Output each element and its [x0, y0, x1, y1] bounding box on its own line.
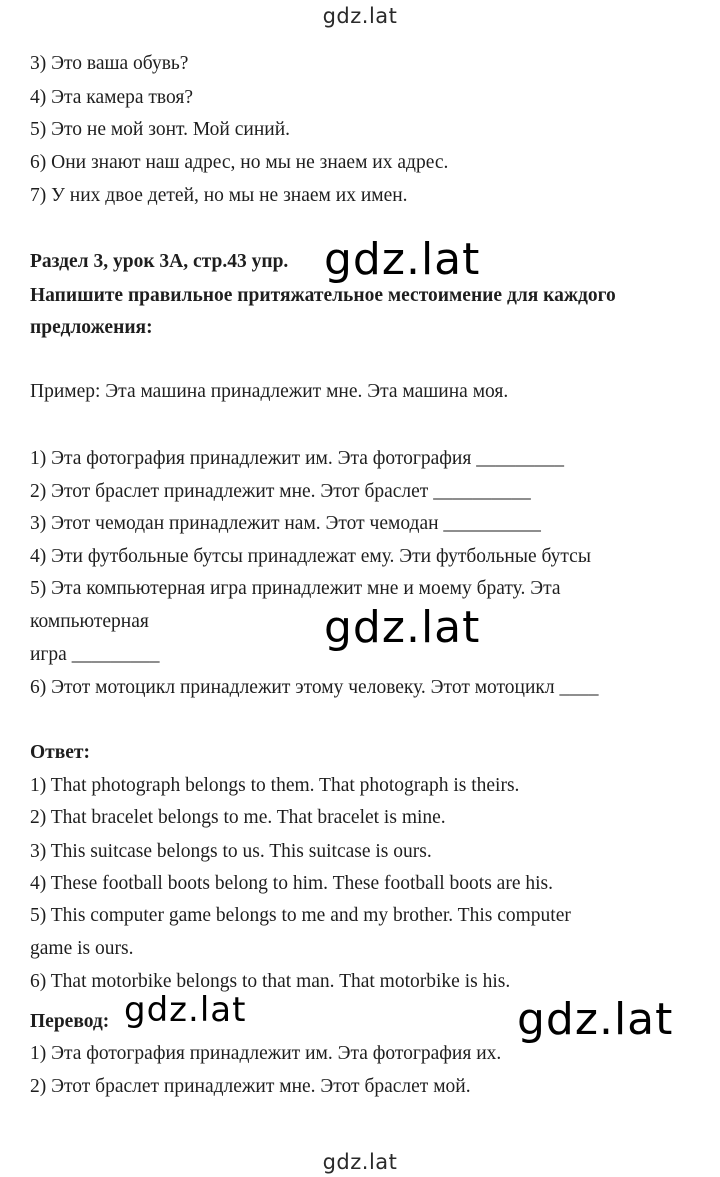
exercise-item-5-end: игра _________ [30, 644, 160, 665]
watermark-big-1: gdz.lat [324, 234, 481, 285]
intro-line-3: 3) Это ваша обувь? [30, 53, 189, 74]
translation-item-2: 2) Этот браслет принадлежит мне. Этот браслет мой. [30, 1076, 471, 1097]
section-heading: Раздел 3, урок 3А, стр.43 упр. [30, 251, 289, 272]
watermark-top: gdz.lat [322, 4, 398, 28]
watermark-big-3: gdz.lat [517, 994, 674, 1045]
exercise-item-5-cont: компьютерная [30, 611, 149, 632]
exercise-item-5: 5) Эта компьютерная игра принадлежит мне и моему брату. Эта [30, 578, 561, 599]
answer-item-3: 3) This suitcase belongs to us. This suitcase is ours. [30, 841, 432, 862]
exercise-item-1: 1) Эта фотография принадлежит им. Эта фотография _________ [30, 448, 564, 469]
exercise-item-4: 4) Эти футбольные бутсы принадлежат ему. Эти футбольные бутсы [30, 546, 591, 567]
answer-item-4: 4) These football boots belong to him. These football boots are his. [30, 873, 553, 894]
task-line-2: предложения: [30, 317, 153, 338]
watermark-big-2: gdz.lat [324, 602, 481, 653]
answer-heading: Ответ: [30, 742, 91, 763]
answer-item-6: 6) That motorbike belongs to that man. That motorbike is his. [30, 971, 511, 992]
task-line-1: Напишите правильное притяжательное местоимение для каждого [30, 285, 616, 306]
answer-item-5-cont: game is ours. [30, 938, 134, 959]
example-line: Пример: Эта машина принадлежит мне. Эта машина моя. [30, 381, 509, 402]
exercise-item-6: 6) Этот мотоцикл принадлежит этому человеку. Этот мотоцикл ____ [30, 677, 599, 698]
answer-item-1: 1) That photograph belongs to them. That photograph is theirs. [30, 775, 520, 796]
answer-item-5: 5) This computer game belongs to me and my brother. This computer [30, 905, 571, 926]
translation-item-1: 1) Эта фотография принадлежит им. Эта фотография их. [30, 1043, 502, 1064]
answer-item-2: 2) That bracelet belongs to me. That bracelet is mine. [30, 807, 446, 828]
watermark-bottom: gdz.lat [322, 1150, 398, 1174]
watermark-mid-1: gdz.lat [124, 990, 247, 1030]
translation-heading: Перевод: [30, 1011, 110, 1032]
intro-line-4: 4) Эта камера твоя? [30, 87, 193, 108]
exercise-item-3: 3) Этот чемодан принадлежит нам. Этот чемодан __________ [30, 513, 541, 534]
intro-line-6: 6) Они знают наш адрес, но мы не знаем их адрес. [30, 152, 449, 173]
exercise-item-2: 2) Этот браслет принадлежит мне. Этот браслет __________ [30, 481, 531, 502]
intro-line-5: 5) Это не мой зонт. Мой синий. [30, 119, 291, 140]
intro-line-7: 7) У них двое детей, но мы не знаем их имен. [30, 185, 408, 206]
